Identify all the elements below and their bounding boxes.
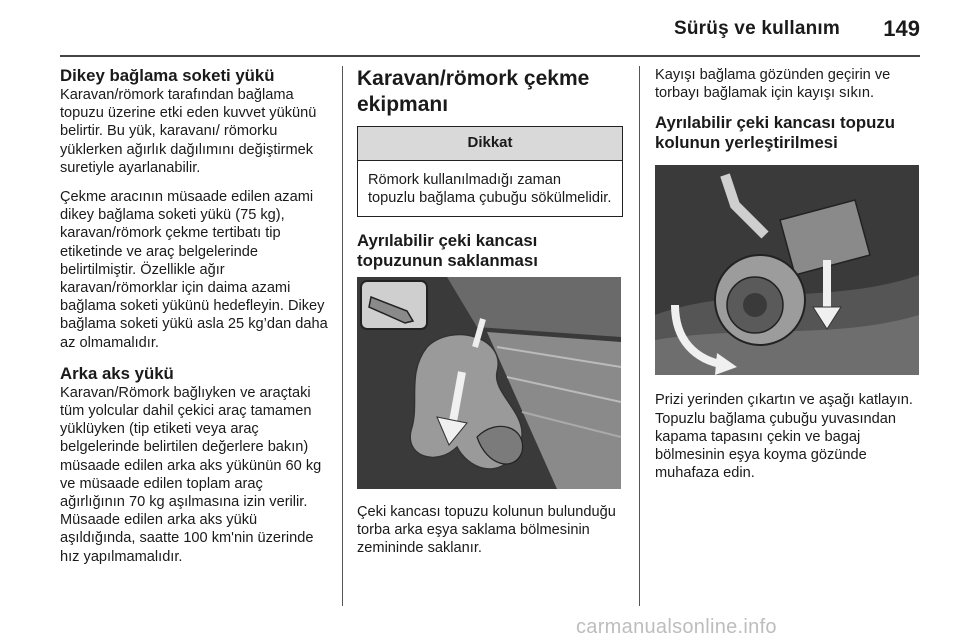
section-heading-storage: Ayrılabilir çeki kancası topuzunun saklanması (357, 230, 538, 270)
caution-title: Dikkat (358, 127, 622, 161)
column-divider (639, 66, 640, 606)
header-divider (60, 55, 920, 57)
section-heading-rear-axle-load: Arka aks yükü (60, 363, 174, 383)
page-header (60, 14, 920, 44)
page-number: 149 (883, 16, 920, 41)
column-middle (357, 66, 623, 568)
figure-caption: Prizi yerinden çıkartın ve aşağı katlayın. Topuzlu bağlama çubuğu yuvasından kapama tapasını çekin ve bagaj bölmesinin eşya koyma gözünde muhafaza edin. (655, 392, 913, 482)
paragraph: Çekme aracının müsaade edilen azami dikey bağlama soketi yükü (75 kg), karavan/römork çekme tertibatı tip etiketinde ve araç belgelerinde belirtilmiştir. Özellikle ağır karavan/römorklar için daima azami bağlama soketi yükünü hedefleyin. Dikey bağlama soketi yükü asla 25 kg’dan daha az olmamalıdır. (60, 189, 328, 351)
paragraph: Karavan/römork tarafından bağlama topuzu üzerine etki eden kuvvet yükünü belirtir. Bu yük, karavanı/ römorku yüklerken ağırlık dağılımını değiştirmek suretiyle ayarlanabilir. (60, 87, 317, 176)
section-heading-installation: Ayrılabilir çeki kancası topuzu kolunun yerleştirilmesi (655, 113, 895, 153)
chapter-title: Sürüş ve kullanım (673, 18, 840, 39)
watermark: carmanualsonline.info (576, 616, 777, 638)
column-divider (342, 66, 343, 606)
figure-caption: Çeki kancası topuzu kolunun bulunduğu torba arka eşya saklama bölmesinin zemininde saklanır. (357, 503, 616, 557)
column-left (60, 66, 330, 577)
column-right (655, 66, 923, 493)
paragraph: Karavan/Römork bağlıyken ve araçtaki tüm yolcular dahil çekici araç tamamen yüklüyken (tip etiketi veya araç belgelerinde belirtilen değerlere bakın) müsaade edilen arka aks yükünün 60 kg ve müsaade edilen toplam araç ağırlığının 70 kg aşılmasına izin verilir. Müsaade edilen arka aks yükü aşıldığında, saatte 100 km'nin üzerinde hız yapılmamalıdır. (60, 384, 322, 565)
chapter-heading-towing-equipment: Karavan/römork çekme ekipmanı (357, 67, 590, 116)
paragraph: Kayışı bağlama gözünden geçirin ve torbayı bağlamak için kayışı sıkın. (655, 67, 891, 102)
section-heading-vertical-load: Dikey bağlama soketi yükü (60, 66, 275, 85)
illustration-socket-fold (655, 165, 919, 375)
caution-box (357, 126, 623, 217)
illustration-tow-bar-bag (357, 277, 621, 489)
caution-text: Römork kullanılmadığı zaman topuzlu bağlama çubuğu sökülmelidir. (368, 172, 612, 207)
